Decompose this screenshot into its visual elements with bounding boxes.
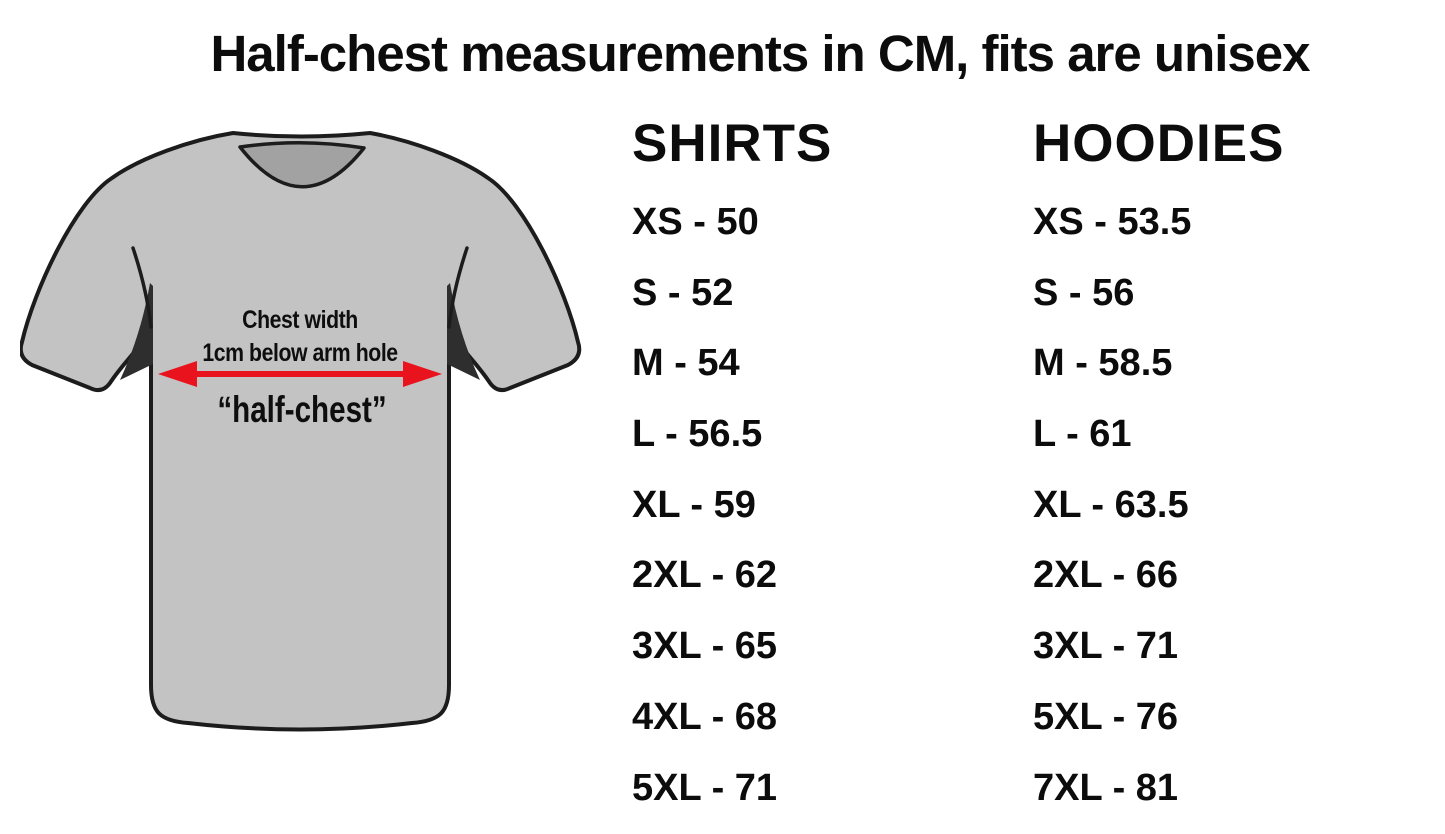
size-row: S - 56: [1033, 271, 1135, 314]
size-row: L - 56.5: [632, 413, 763, 456]
half-chest-label: “half-chest”: [217, 389, 387, 431]
size-row: 2XL - 62: [632, 554, 778, 597]
size-row: L - 61: [1033, 413, 1132, 456]
tshirt-diagram: [20, 120, 590, 740]
size-row: 3XL - 71: [1033, 625, 1179, 668]
below-armhole-label: 1cm below arm hole: [202, 338, 398, 367]
tshirt-body: [21, 133, 580, 730]
shirts-header: SHIRTS: [632, 114, 833, 173]
hoodies-column: [1033, 114, 1393, 834]
size-row: M - 58.5: [1033, 342, 1173, 385]
hoodies-header: HOODIES: [1033, 114, 1285, 173]
size-row: S - 52: [632, 271, 734, 314]
size-row: XS - 50: [632, 201, 759, 243]
size-row: M - 54: [632, 342, 740, 385]
size-row: 4XL - 68: [632, 695, 778, 738]
page-title: Half-chest measurements in CM, fits are unisex: [210, 25, 1310, 82]
size-row: 5XL - 76: [1033, 695, 1179, 738]
size-row: 7XL - 81: [1033, 766, 1179, 809]
hoodies-rows: [1033, 203, 1393, 807]
size-row: 5XL - 71: [632, 766, 778, 809]
chest-width-label: Chest width: [242, 305, 358, 334]
shirts-rows: [632, 203, 992, 807]
size-row: 2XL - 66: [1033, 554, 1179, 597]
size-row: XL - 59: [632, 483, 756, 526]
size-row: XS - 53.5: [1033, 201, 1192, 243]
size-row: XL - 63.5: [1033, 483, 1189, 526]
shirts-column: [632, 114, 992, 834]
size-row: 3XL - 65: [632, 625, 778, 668]
